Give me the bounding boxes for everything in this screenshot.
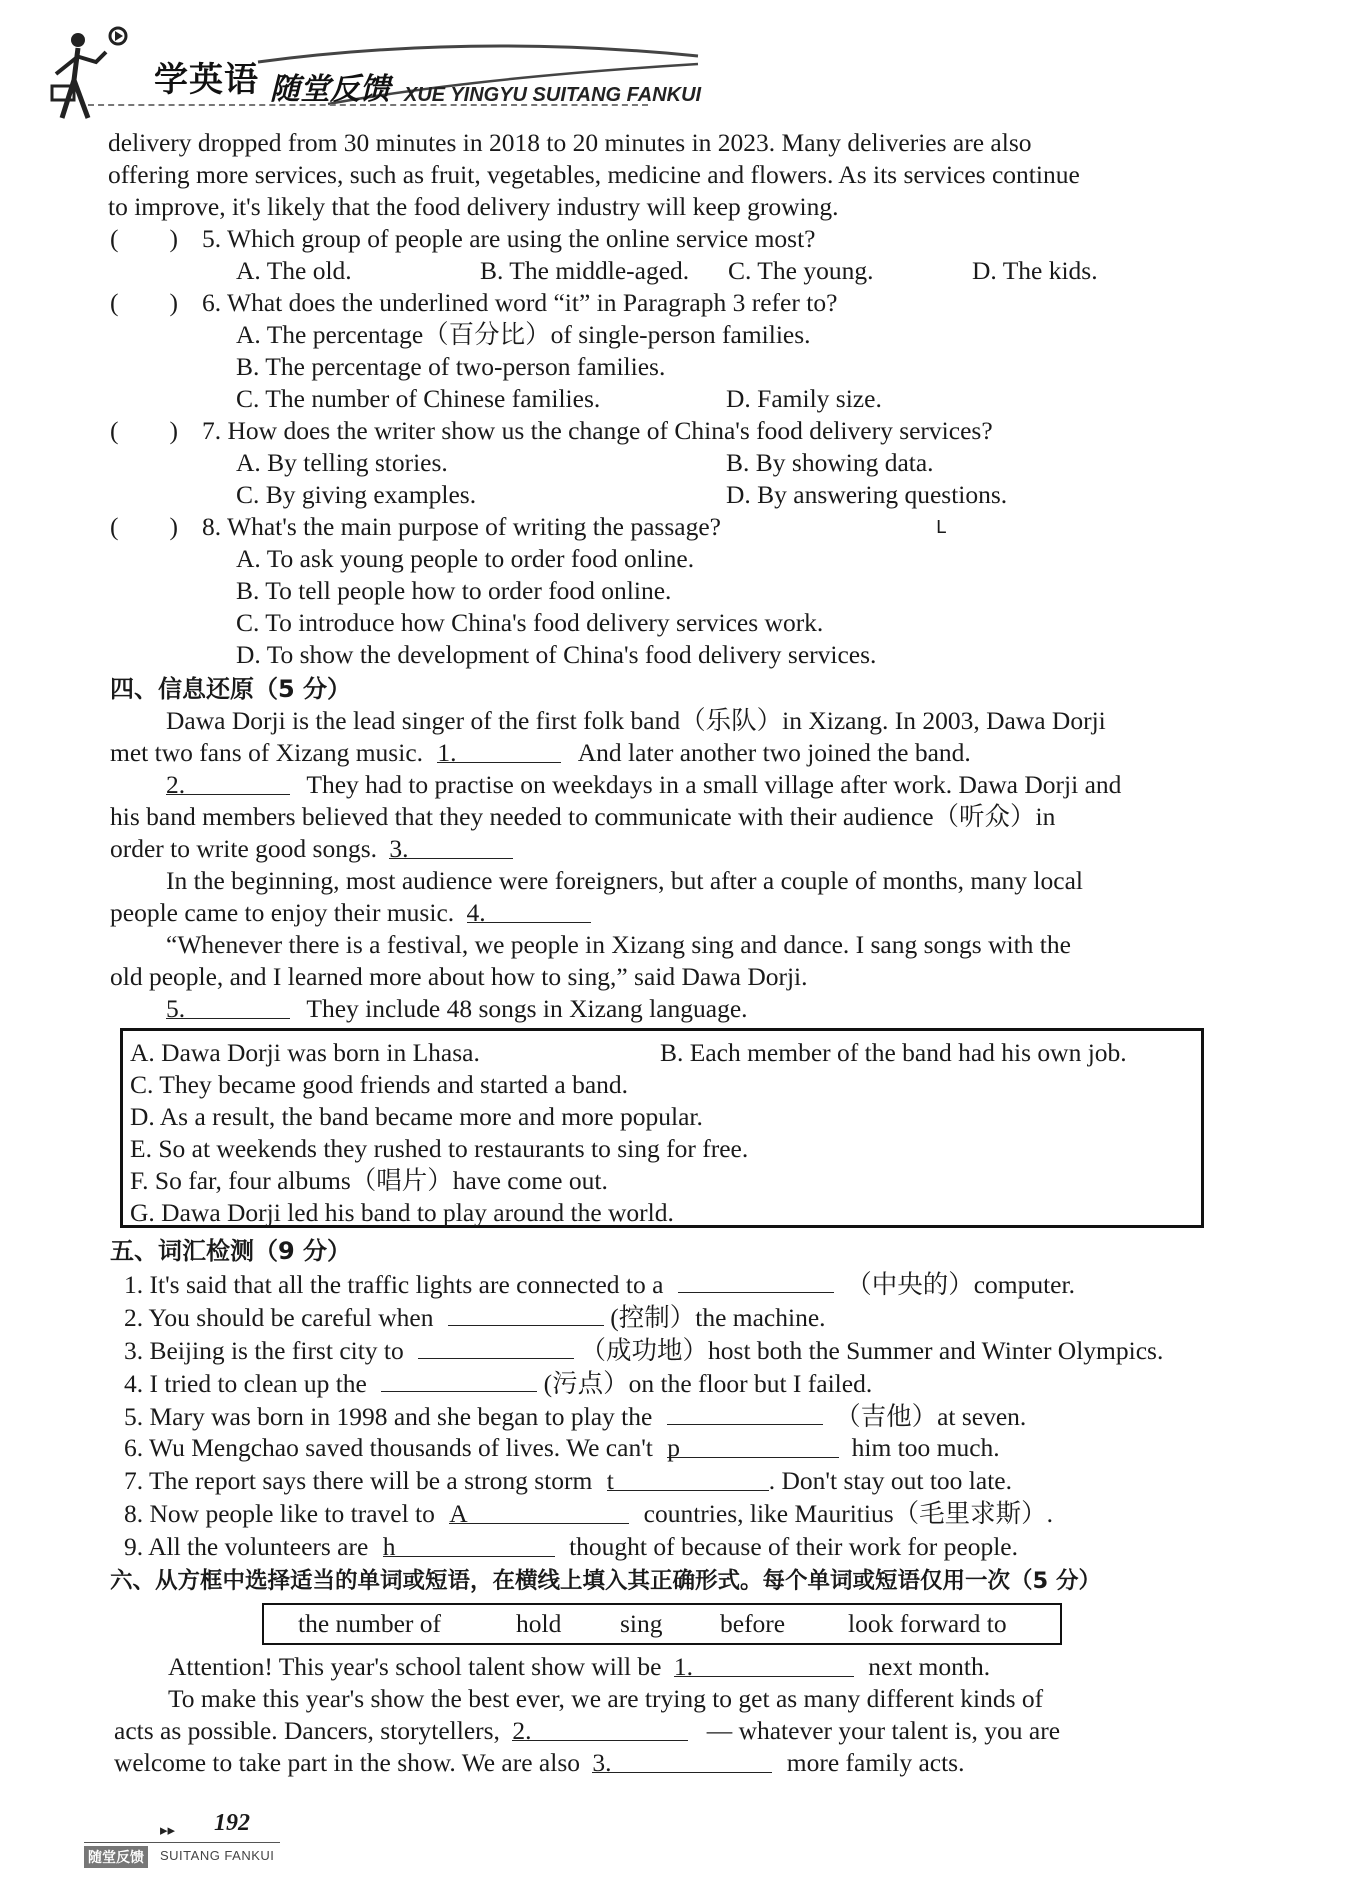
passage-text: Attention! This year's school talent show will be xyxy=(168,1652,662,1681)
option: A. The percentage（百分比）of single-person families. xyxy=(236,320,811,349)
box-option: C. They became good friends and started a band. xyxy=(130,1070,629,1099)
page-header xyxy=(48,22,1288,122)
vocab-text: 6. Wu Mengchao saved thousands of lives. We can't xyxy=(124,1433,653,1462)
word-choice: sing xyxy=(620,1609,663,1638)
question-stem: 5. Which group of people are using the online service most? xyxy=(202,224,816,253)
blank-number: 3. xyxy=(592,1748,612,1777)
blank-number: 1. xyxy=(437,738,457,767)
vocab-blank[interactable] xyxy=(667,1433,839,1462)
vocab-text: 5. Mary was born in 1998 and she began to play the xyxy=(124,1402,653,1431)
option: C. The young. xyxy=(728,256,874,285)
vocab-blank[interactable] xyxy=(381,1367,537,1392)
box-option: D. As a result, the band became more and more popular. xyxy=(130,1102,703,1131)
answer-blank[interactable] xyxy=(166,770,290,799)
footer-tag: 随堂反馈 xyxy=(84,1846,148,1868)
vocab-text: 1. It's said that all the traffic lights are connected to a xyxy=(124,1270,664,1299)
passage-text: And later another two joined the band. xyxy=(577,738,971,767)
option: C. To introduce how China's food delivery services work. xyxy=(236,608,824,637)
passage-line: his band members believed that they needed to communicate with their audience（听众）in xyxy=(110,802,1056,831)
initial-letter: p xyxy=(667,1433,681,1462)
passage-line: old people, and I learned more about how to sing,” said Dawa Dorji. xyxy=(110,962,808,991)
vocab-hint: （吉他）at seven. xyxy=(835,1402,1027,1431)
vocab-blank[interactable] xyxy=(418,1334,574,1359)
word-choice: hold xyxy=(516,1609,562,1638)
stray-mark: ᒪ xyxy=(936,517,947,537)
passage-text: next month. xyxy=(868,1652,991,1681)
vocab-hint: thought of because of their work for people. xyxy=(569,1532,1019,1561)
passage-line: to improve, it's likely that the food delivery industry will keep growing. xyxy=(108,192,839,221)
answer-blank[interactable] xyxy=(166,994,290,1023)
blank-number: 2. xyxy=(166,770,186,799)
option: C. By giving examples. xyxy=(236,480,477,509)
answer-paren[interactable]: ( ) xyxy=(110,288,178,317)
vocab-hint: (污点）on the floor but I failed. xyxy=(543,1369,873,1398)
option: B. The middle-aged. xyxy=(480,256,690,285)
blank-number: 1. xyxy=(673,1652,694,1681)
header-divider xyxy=(88,104,648,106)
box-option: F. So far, four albums（唱片）have come out. xyxy=(130,1166,608,1195)
option: D. To show the development of China's food delivery services. xyxy=(236,640,877,669)
vocab-blank[interactable] xyxy=(667,1400,823,1425)
footer-pinyin: SUITANG FANKUI xyxy=(160,1848,275,1863)
option: D. By answering questions. xyxy=(726,480,1008,509)
blank-number: 5. xyxy=(166,994,186,1023)
initial-letter: t xyxy=(606,1466,614,1495)
answer-blank[interactable] xyxy=(592,1748,772,1777)
passage-line: In the beginning, most audience were foreigners, but after a couple of months, many local xyxy=(166,866,1083,895)
box-option: B. Each member of the band had his own job. xyxy=(660,1038,1127,1067)
passage-line: “Whenever there is a festival, we people in Xizang sing and dance. I sang songs with the xyxy=(166,930,1071,959)
option: C. The number of Chinese families. xyxy=(236,384,601,413)
vocab-text: 3. Beijing is the first city to xyxy=(124,1336,404,1365)
question-stem: 6. What does the underlined word “it” in Paragraph 3 refer to? xyxy=(202,288,838,317)
passage-text: — whatever your talent is, you are xyxy=(706,1716,1061,1745)
vocab-text: 2. You should be careful when xyxy=(124,1303,434,1332)
option: B. To tell people how to order food online. xyxy=(236,576,672,605)
answer-blank[interactable] xyxy=(389,834,513,863)
passage-line: Dawa Dorji is the lead singer of the first folk band（乐队）in Xizang. In 2003, Dawa Dorji xyxy=(166,706,1106,735)
passage-line: To make this year's show the best ever, we are trying to get as many different kinds of xyxy=(168,1684,1044,1713)
answer-blank[interactable] xyxy=(466,898,591,927)
header-title: 学英语 xyxy=(154,60,259,100)
section-heading: 四、信息还原（5 分） xyxy=(110,675,352,703)
header-subtitle: 随堂反馈 xyxy=(270,72,390,107)
vocab-text: 9. All the volunteers are xyxy=(124,1532,369,1561)
vocab-blank[interactable] xyxy=(448,1301,604,1326)
blank-number: 4. xyxy=(466,898,486,927)
word-choice: the number of xyxy=(298,1609,442,1638)
option: D. Family size. xyxy=(726,384,882,413)
vocab-hint: （成功地）host both the Summer and Winter Olympics. xyxy=(580,1336,1164,1365)
passage-text: acts as possible. Dancers, storytellers, xyxy=(114,1716,500,1745)
vocab-hint: him too much. xyxy=(851,1433,1000,1462)
word-choice: look forward to xyxy=(848,1609,1007,1638)
initial-letter: h xyxy=(382,1532,396,1561)
option: A. The old. xyxy=(236,256,352,285)
passage-text: more family acts. xyxy=(786,1748,965,1777)
section-heading: 六、从方框中选择适当的单词或短语，在横线上填入其正确形式。每个单词或短语仅用一次（5 分） xyxy=(110,1568,1101,1594)
vocab-hint: countries, like Mauritius（毛里求斯）. xyxy=(643,1499,1054,1528)
answer-blank[interactable] xyxy=(673,1652,854,1681)
vocab-text: 7. The report says there will be a strong storm xyxy=(124,1466,593,1495)
vocab-blank[interactable] xyxy=(606,1466,769,1495)
vocab-blank[interactable] xyxy=(678,1268,834,1293)
answer-paren[interactable]: ( ) xyxy=(110,224,178,253)
vocab-hint: (控制）the machine. xyxy=(610,1303,826,1332)
option: A. By telling stories. xyxy=(236,448,448,477)
passage-line: offering more services, such as fruit, vegetables, medicine and flowers. As its services continue xyxy=(108,160,1080,189)
passage-text: people came to enjoy their music. xyxy=(110,898,455,927)
header-pinyin: XUE YINGYU SUITANG FANKUI xyxy=(404,84,702,106)
answer-blank[interactable] xyxy=(512,1716,688,1745)
question-stem: 7. How does the writer show us the change of China's food delivery services? xyxy=(202,416,993,445)
initial-letter: A xyxy=(449,1499,468,1528)
blank-number: 2. xyxy=(512,1716,532,1745)
answer-blank[interactable] xyxy=(437,738,561,767)
footer-divider xyxy=(84,1842,280,1843)
passage-line: delivery dropped from 30 minutes in 2018 to 20 minutes in 2023. Many deliveries are also xyxy=(108,128,1032,157)
option: B. The percentage of two-person families. xyxy=(236,352,666,381)
box-option: A. Dawa Dorji was born in Lhasa. xyxy=(130,1038,480,1067)
option: A. To ask young people to order food online. xyxy=(236,544,695,573)
passage-text: met two fans of Xizang music. xyxy=(110,738,424,767)
blank-number: 3. xyxy=(389,834,409,863)
option: B. By showing data. xyxy=(726,448,934,477)
passage-text: They include 48 songs in Xizang language. xyxy=(306,994,748,1023)
answer-paren[interactable]: ( ) xyxy=(110,512,178,541)
vocab-hint: （中央的）computer. xyxy=(846,1270,1075,1299)
vocab-text: 8. Now people like to travel to xyxy=(124,1499,435,1528)
word-choice: before xyxy=(720,1609,786,1638)
question-stem: 8. What's the main purpose of writing the passage? xyxy=(202,512,721,541)
box-option: E. So at weekends they rushed to restaurants to sing for free. xyxy=(130,1134,749,1163)
passage-text: order to write good songs. xyxy=(110,834,378,863)
footer-arrow-icon: ▸▸ xyxy=(160,1821,176,1839)
passage-text: They had to practise on weekdays in a small village after work. Dawa Dorji and xyxy=(306,770,1122,799)
vocab-hint: . Don't stay out too late. xyxy=(768,1466,1012,1495)
section-heading: 五、词汇检测（9 分） xyxy=(110,1237,352,1265)
vocab-text: 4. I tried to clean up the xyxy=(124,1369,367,1398)
option: D. The kids. xyxy=(972,256,1098,285)
box-option: G. Dawa Dorji led his band to play around the world. xyxy=(130,1198,674,1227)
passage-text: welcome to take part in the show. We are also xyxy=(114,1748,580,1777)
vocab-blank[interactable] xyxy=(449,1499,629,1528)
page-number: 192 xyxy=(214,1810,250,1836)
answer-paren[interactable]: ( ) xyxy=(110,416,178,445)
vocab-blank[interactable] xyxy=(382,1532,555,1561)
